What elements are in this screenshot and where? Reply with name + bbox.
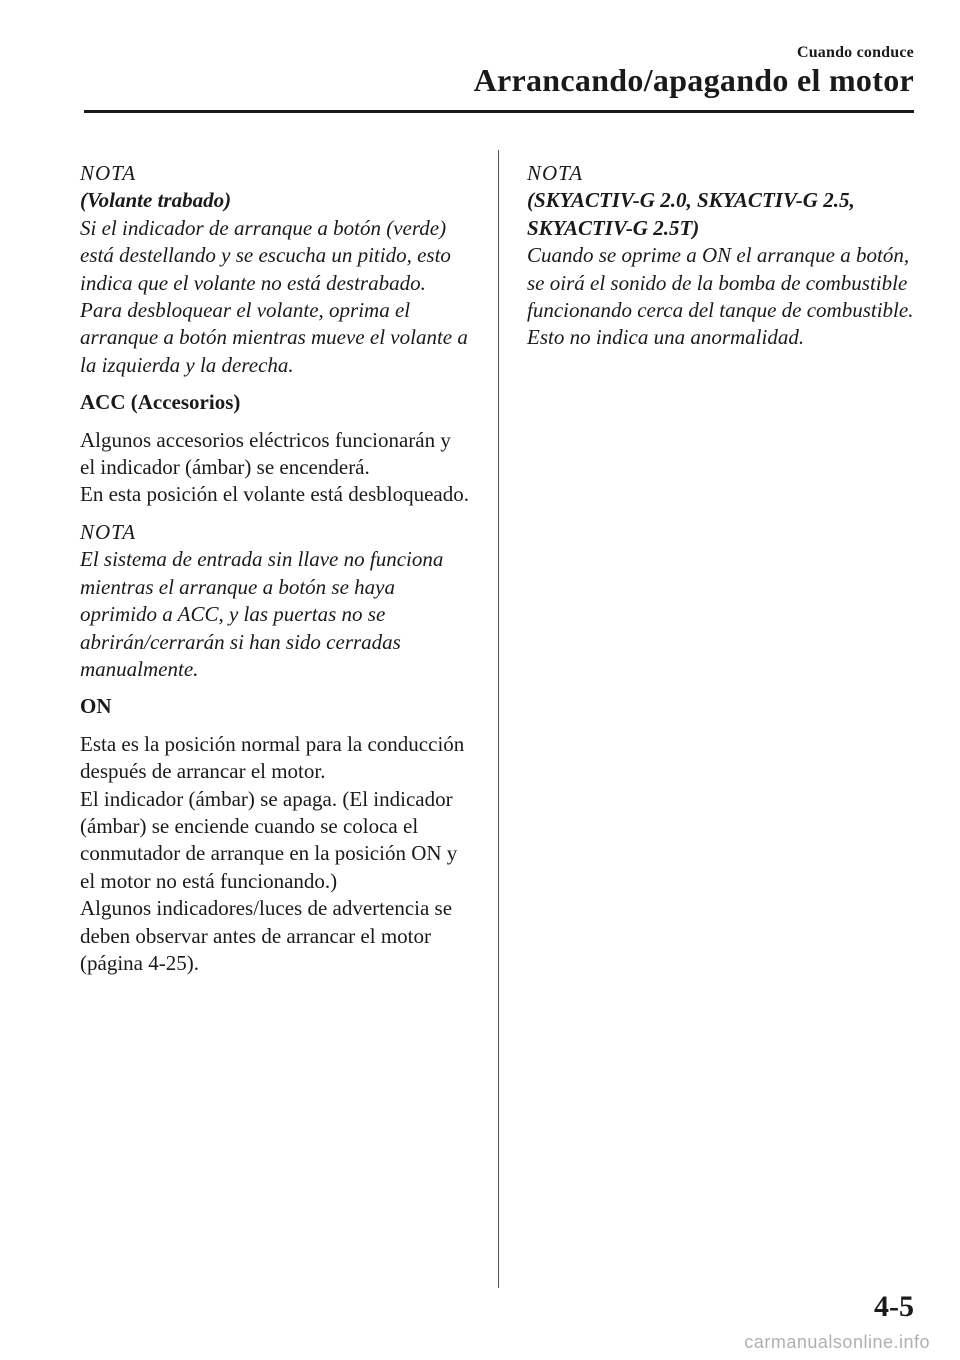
section-acc bbox=[80, 389, 470, 509]
on-heading: ON bbox=[80, 694, 112, 719]
note-subtitle: (Volante trabado) bbox=[80, 188, 232, 213]
note-label: NOTA bbox=[80, 519, 137, 544]
acc-paragraph-1: Algunos accesorios eléctricos funcionarán y el indicador (ámbar) se encenderá. bbox=[80, 427, 451, 480]
note-body: Si el indicador de arranque a botón (verde) está destellando y se escucha un pitido, esto indica que el volante no está destrabado. Para desbloquear el volante, oprima el arranque a botón mientras mueve el volante a la izquierda y la derecha. bbox=[80, 215, 468, 377]
note-entrada-sin-llave bbox=[80, 519, 470, 683]
on-paragraph-1: Esta es la posición normal para la conducción después de arrancar el motor. bbox=[80, 731, 465, 784]
page-number: 4-5 bbox=[874, 1290, 914, 1323]
section-label: Cuando conduce bbox=[796, 44, 914, 61]
note-label: NOTA bbox=[527, 161, 584, 185]
note-subtitle: (SKYACTIV-G 2.0, SKYACTIV-G 2.5, SKYACTIV-G 2.5T) bbox=[527, 188, 855, 240]
note-body: Cuando se oprime a ON el arranque a botón, se oirá el sonido de la bomba de combustible funcionando cerca del tanque de combustible. Esto no indica una anormalidad. bbox=[527, 243, 914, 350]
left-column bbox=[80, 160, 470, 987]
acc-paragraph-2: En esta posición el volante está desbloqueado. bbox=[80, 482, 469, 507]
right-column bbox=[527, 160, 927, 362]
note-volante-trabado bbox=[80, 160, 470, 379]
header-rule bbox=[84, 110, 914, 113]
on-paragraph-2: El indicador (ámbar) se apaga. (El indicador (ámbar) se enciende cuando se coloca el conmutador de arranque en la posición ON y el motor no está funcionando.) bbox=[80, 786, 458, 893]
note-skyactiv bbox=[527, 160, 927, 352]
note-label: NOTA bbox=[80, 161, 137, 185]
chapter-title: Arrancando/apagando el motor bbox=[473, 62, 914, 98]
section-on bbox=[80, 693, 470, 977]
on-paragraph-3: Algunos indicadores/luces de advertencia se deben observar antes de arrancar el motor (página 4-25). bbox=[80, 896, 453, 975]
watermark: carmanualsonline.info bbox=[744, 1332, 930, 1352]
column-divider bbox=[498, 150, 499, 1288]
acc-heading: ACC (Accesorios) bbox=[80, 390, 241, 415]
note-body: El sistema de entrada sin llave no funciona mientras el arranque a botón se haya oprimido a ACC, y las puertas no se abrirán/cerrarán si han sido cerradas manualmente. bbox=[80, 547, 444, 681]
